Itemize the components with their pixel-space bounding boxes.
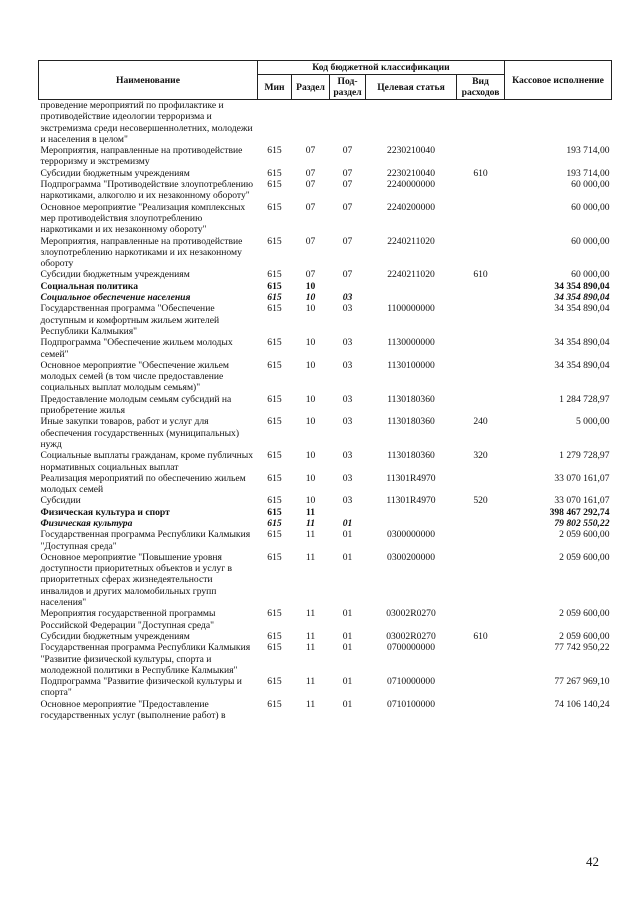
cell-name: Реализация мероприятий по обеспечению жильем молодых семей — [40, 472, 246, 496]
table-row — [39, 507, 612, 518]
cell-vid: 610 — [473, 269, 488, 281]
cell-razdel: 10 — [305, 495, 316, 507]
cell-amount: 193 714,00 — [566, 167, 610, 179]
cell-vid — [457, 360, 505, 394]
cell-min: 615 — [267, 292, 282, 304]
cell-min — [258, 100, 292, 146]
cell-min: 615 — [267, 416, 282, 428]
cell-razdel — [292, 100, 330, 146]
cell-razdel: 11 — [305, 676, 316, 688]
cell-podrazdel: 03 — [342, 292, 353, 304]
cell-vid — [457, 529, 505, 552]
table-row — [39, 269, 612, 280]
cell-amount: 2 059 600,00 — [559, 630, 610, 642]
cell-podrazdel: 01 — [342, 517, 353, 529]
cell-razdel: 07 — [305, 201, 316, 213]
cell-celevaya: 0700000000 — [387, 642, 435, 654]
cell-vid — [457, 337, 505, 360]
cell-amount: 34 354 890,04 — [554, 280, 610, 292]
cell-name: Физическая культура и спорт — [40, 506, 170, 518]
cell-name: Подпрограмма "Противодействие злоупотреблению наркотиками, алкоголю и их незаконному обороту" — [40, 179, 254, 202]
cell-amount: 60 000,00 — [571, 269, 610, 281]
cell-amount: 33 070 161,07 — [554, 495, 610, 507]
cell-min: 615 — [267, 450, 282, 462]
cell-min: 615 — [267, 630, 282, 642]
cell-vid: 610 — [473, 167, 488, 179]
table-row — [39, 236, 612, 270]
cell-vid — [457, 236, 505, 270]
table-row — [39, 608, 612, 631]
cell-name: Субсидии — [40, 495, 81, 507]
cell-celevaya — [366, 507, 457, 518]
cell-name: Мероприятия государственной программы Российской Федерации "Доступная среда" — [40, 608, 216, 631]
cell-razdel: 10 — [305, 280, 316, 292]
cell-celevaya: 1130100000 — [387, 359, 435, 371]
cell-name: Государственная программа Республики Калмыкия "Доступная среда" — [40, 529, 251, 552]
cell-min: 615 — [267, 167, 282, 179]
table-row — [39, 529, 612, 552]
cell-razdel: 10 — [305, 416, 316, 428]
cell-razdel: 07 — [305, 167, 316, 179]
cell-amount: 34 354 890,04 — [554, 359, 610, 371]
table-row — [39, 676, 612, 699]
table-row — [39, 631, 612, 642]
cell-celevaya: 0300200000 — [387, 551, 435, 563]
cell-amount: 34 354 890,04 — [554, 292, 610, 304]
cell-podrazdel: 01 — [342, 608, 353, 620]
cell-celevaya: 11301R4970 — [386, 495, 436, 507]
cell-podrazdel: 07 — [342, 179, 353, 191]
table-row — [39, 642, 612, 676]
cell-name: Социальные выплаты гражданам, кроме публичных нормативных социальных выплат — [40, 450, 254, 473]
cell-min: 615 — [267, 179, 282, 191]
cell-vid — [457, 202, 505, 236]
cell-podrazdel: 03 — [342, 416, 353, 428]
table-header — [39, 61, 612, 100]
cell-razdel: 10 — [305, 292, 316, 304]
cell-podrazdel: 01 — [342, 642, 353, 654]
page-number: 42 — [586, 854, 599, 869]
cell-razdel: 07 — [305, 269, 316, 281]
cell-podrazdel — [330, 281, 366, 292]
table-row — [39, 552, 612, 608]
cell-podrazdel: 07 — [342, 235, 353, 247]
cell-podrazdel — [330, 100, 366, 146]
table-row — [39, 394, 612, 417]
cell-name: Иные закупки товаров, работ и услуг для обеспечения государственных (муниципальных) нужд — [40, 416, 240, 450]
cell-name: Основное мероприятие "Обеспечение жильем молодых семей (в том числе предоставление социальных выплат молодым семьям)" — [40, 359, 230, 394]
cell-razdel: 10 — [305, 450, 316, 462]
cell-amount — [505, 100, 612, 146]
cell-vid — [457, 507, 505, 518]
cell-celevaya: 1130180360 — [387, 416, 435, 428]
cell-amount: 2 059 600,00 — [559, 551, 610, 563]
cell-celevaya: 1100000000 — [387, 303, 435, 315]
table-row — [39, 281, 612, 292]
cell-celevaya: 1130180360 — [387, 450, 435, 462]
cell-name: Субсидии бюджетным учреждениям — [40, 630, 190, 642]
header-celevaya: Целевая статья — [366, 75, 457, 100]
cell-min: 615 — [267, 337, 282, 349]
cell-min: 615 — [267, 676, 282, 688]
cell-amount: 193 714,00 — [566, 145, 610, 157]
cell-name: Основное мероприятие "Предоставление государственных услуг (выполнение работ) в — [40, 698, 226, 722]
cell-amount: 2 059 600,00 — [559, 608, 610, 620]
table-row — [39, 337, 612, 360]
cell-name: Социальное обеспечение населения — [40, 292, 191, 304]
cell-min: 615 — [267, 359, 282, 371]
table-row — [39, 416, 612, 450]
cell-name: Физическая культура — [40, 517, 133, 529]
table-row — [39, 360, 612, 394]
cell-amount: 60 000,00 — [571, 235, 610, 247]
cell-name: Мероприятия, направленные на противодействие злоупотреблению наркотиками и их незаконному обороту — [40, 235, 243, 270]
cell-celevaya: 0710100000 — [387, 698, 435, 710]
cell-podrazdel: 03 — [342, 495, 353, 507]
cell-podrazdel: 07 — [342, 269, 353, 281]
table-row — [39, 495, 612, 506]
cell-razdel: 11 — [305, 642, 316, 654]
cell-vid: 610 — [473, 630, 488, 642]
cell-razdel: 07 — [305, 145, 316, 157]
cell-min: 615 — [267, 529, 282, 541]
cell-vid — [457, 179, 505, 202]
cell-vid — [457, 552, 505, 608]
table-row — [39, 100, 612, 146]
cell-razdel: 11 — [305, 529, 316, 541]
cell-amount: 1 284 728,97 — [559, 393, 610, 405]
header-vid: Вид расходов — [457, 75, 505, 100]
cell-razdel: 11 — [305, 551, 316, 563]
cell-celevaya: 2240211020 — [387, 269, 435, 281]
cell-celevaya: 1130180360 — [387, 393, 435, 405]
cell-razdel: 07 — [305, 235, 316, 247]
cell-podrazdel: 01 — [342, 529, 353, 541]
cell-podrazdel: 01 — [342, 551, 353, 563]
cell-celevaya: 1130000000 — [387, 337, 435, 349]
cell-vid — [457, 292, 505, 303]
cell-name: Субсидии бюджетным учреждениям — [40, 269, 190, 281]
budget-table — [38, 60, 612, 721]
cell-celevaya — [366, 281, 457, 292]
cell-vid: 240 — [473, 416, 488, 428]
cell-min: 615 — [267, 235, 282, 247]
cell-celevaya: 03002R0270 — [386, 608, 436, 620]
table-row — [39, 202, 612, 236]
cell-celevaya: 2240211020 — [387, 235, 435, 247]
cell-min: 615 — [267, 201, 282, 213]
cell-amount: 398 467 292,74 — [549, 506, 610, 518]
cell-vid: 320 — [473, 450, 488, 462]
cell-min: 615 — [267, 393, 282, 405]
header-min: Мин — [258, 75, 292, 100]
cell-name: проведение мероприятий по профилактике и противодействие идеологии терроризма и экстремизма среди несовершеннолетних, молодежи и населения в целом" — [40, 100, 253, 145]
cell-name: Государственная программа Республики Калмыкия "Развитие физической культуры, спорта и молодежной политики в Республике Калмыкия" — [40, 642, 251, 676]
cell-name: Предоставление молодым семьям субсидий на приобретение жилья — [40, 393, 232, 417]
cell-podrazdel: 03 — [342, 393, 353, 405]
table-row — [39, 168, 612, 179]
cell-celevaya: 2240000000 — [387, 179, 435, 191]
table-body — [39, 100, 612, 722]
cell-vid — [457, 676, 505, 699]
cell-amount: 77 267 969,10 — [554, 676, 610, 688]
cell-razdel: 11 — [305, 517, 316, 529]
cell-vid — [457, 100, 505, 146]
cell-amount: 34 354 890,04 — [554, 337, 610, 349]
table-row — [39, 145, 612, 168]
cell-razdel: 10 — [305, 472, 316, 484]
cell-vid — [457, 473, 505, 496]
table-row — [39, 292, 612, 303]
cell-min: 615 — [267, 495, 282, 507]
cell-vid — [457, 281, 505, 292]
cell-vid — [457, 303, 505, 337]
header-razdel: Раздел — [292, 75, 330, 100]
cell-amount: 1 279 728,97 — [559, 450, 610, 462]
cell-min: 615 — [267, 303, 282, 315]
table-row — [39, 518, 612, 529]
cell-name: Подпрограмма "Обеспечение жильем молодых семей" — [40, 337, 233, 360]
cell-name: Государственная программа "Обеспечение доступным и комфортным жильем жителей Республики Калмыкия" — [40, 303, 220, 337]
cell-razdel: 07 — [305, 179, 316, 191]
cell-podrazdel: 03 — [342, 472, 353, 484]
cell-razdel: 10 — [305, 303, 316, 315]
table-row — [39, 699, 612, 722]
cell-razdel: 11 — [305, 630, 316, 642]
cell-name: Основное мероприятие "Повышение уровня доступности приоритетных объектов и услуг в приоритетных сферах жизнедеятельности инвалидов и других маломобильных групп населения" — [40, 551, 233, 609]
cell-podrazdel: 07 — [342, 201, 353, 213]
cell-razdel: 11 — [305, 698, 316, 710]
cell-name: Основное мероприятие "Реализация комплексных мер противодействия злоупотреблению наркотиками и их незаконному обороту" — [40, 201, 246, 236]
cell-min: 615 — [267, 145, 282, 157]
table-row — [39, 473, 612, 496]
cell-razdel: 10 — [305, 337, 316, 349]
cell-celevaya: 03002R0270 — [386, 630, 436, 642]
cell-celevaya: 2230210040 — [387, 167, 435, 179]
cell-podrazdel: 03 — [342, 303, 353, 315]
cell-name: Подпрограмма "Развитие физической культуры и спорта" — [40, 676, 242, 699]
cell-podrazdel: 03 — [342, 359, 353, 371]
cell-min: 615 — [267, 517, 282, 529]
header-kassovoe: Кассовое исполнение — [505, 61, 612, 100]
cell-celevaya — [366, 292, 457, 303]
cell-celevaya: 2230210040 — [387, 145, 435, 157]
cell-vid — [457, 608, 505, 631]
cell-amount: 77 742 950,22 — [554, 642, 610, 654]
cell-vid — [457, 145, 505, 168]
cell-amount: 33 070 161,07 — [554, 472, 610, 484]
cell-podrazdel: 01 — [342, 630, 353, 642]
cell-podrazdel: 01 — [342, 676, 353, 688]
cell-amount: 60 000,00 — [571, 201, 610, 213]
cell-vid — [457, 518, 505, 529]
header-podrazdel: Под-раздел — [330, 75, 366, 100]
cell-name: Социальная политика — [40, 280, 139, 292]
cell-podrazdel: 07 — [342, 167, 353, 179]
cell-celevaya: 2240200000 — [387, 201, 435, 213]
cell-razdel: 11 — [305, 608, 316, 620]
header-code-group: Код бюджетной классификации — [258, 61, 505, 75]
cell-min: 615 — [267, 551, 282, 563]
cell-razdel: 11 — [305, 506, 316, 518]
cell-celevaya — [366, 518, 457, 529]
cell-podrazdel: 03 — [342, 450, 353, 462]
table-row — [39, 303, 612, 337]
cell-amount: 60 000,00 — [571, 179, 610, 191]
cell-min: 615 — [267, 280, 282, 292]
cell-podrazdel: 03 — [342, 337, 353, 349]
cell-name: Субсидии бюджетным учреждениям — [40, 167, 190, 179]
cell-celevaya — [366, 100, 457, 146]
cell-min: 615 — [267, 472, 282, 484]
cell-vid — [457, 642, 505, 676]
table-row — [39, 450, 612, 473]
cell-amount: 2 059 600,00 — [559, 529, 610, 541]
cell-vid — [457, 699, 505, 722]
cell-min: 615 — [267, 698, 282, 710]
cell-celevaya: 0300000000 — [387, 529, 435, 541]
cell-min: 615 — [267, 269, 282, 281]
header-name: Наименование — [39, 61, 258, 100]
cell-min: 615 — [267, 642, 282, 654]
cell-celevaya: 11301R4970 — [386, 472, 436, 484]
cell-celevaya: 0710000000 — [387, 676, 435, 688]
cell-razdel: 10 — [305, 359, 316, 371]
cell-min: 615 — [267, 506, 282, 518]
cell-amount: 74 106 140,24 — [554, 698, 610, 710]
cell-amount: 5 000,00 — [575, 416, 610, 428]
cell-vid — [457, 394, 505, 417]
cell-name: Мероприятия, направленные на противодействие терроризму и экстремизму — [40, 145, 243, 168]
cell-podrazdel: 07 — [342, 145, 353, 157]
cell-podrazdel — [330, 507, 366, 518]
cell-podrazdel: 01 — [342, 698, 353, 710]
cell-vid: 520 — [473, 495, 488, 507]
cell-amount: 79 802 550,22 — [554, 517, 610, 529]
cell-razdel: 10 — [305, 393, 316, 405]
cell-amount: 34 354 890,04 — [554, 303, 610, 315]
cell-min: 615 — [267, 608, 282, 620]
table-row — [39, 179, 612, 202]
